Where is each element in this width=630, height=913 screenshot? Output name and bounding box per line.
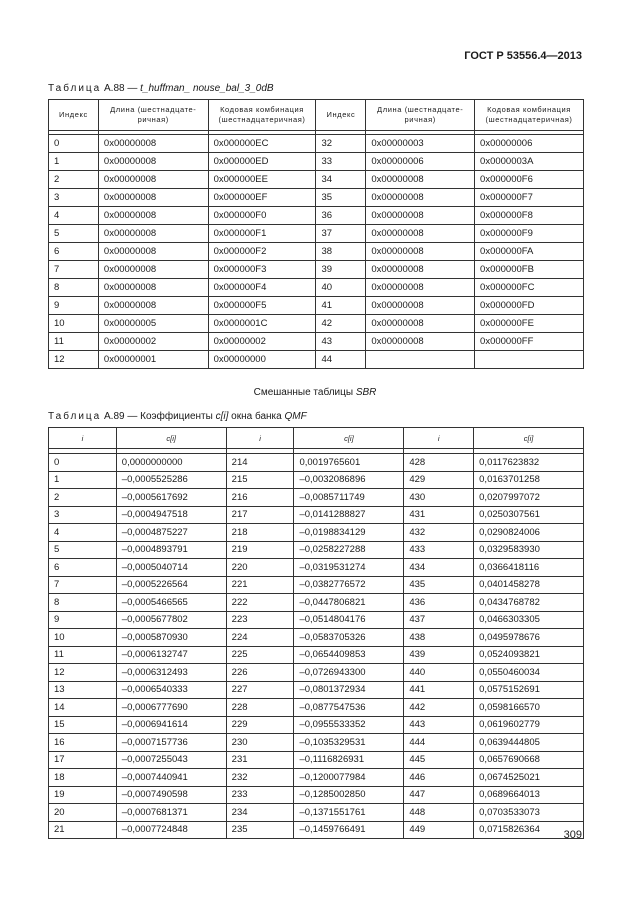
column-header: i bbox=[49, 428, 117, 449]
table-cell: –0,0005226564 bbox=[116, 576, 226, 594]
table-cell: 0x00000000 bbox=[208, 351, 316, 369]
table-cell: 431 bbox=[404, 506, 474, 524]
table-row bbox=[49, 454, 584, 472]
table-cell: 5 bbox=[49, 541, 117, 559]
table-cell: 0x000000F7 bbox=[475, 189, 584, 207]
table-cell: 0,0524093821 bbox=[474, 646, 584, 664]
table-cell: 0,0019765601 bbox=[294, 454, 404, 472]
table-cell: 0x00000008 bbox=[98, 135, 208, 153]
table-row bbox=[49, 594, 584, 612]
table-row bbox=[49, 611, 584, 629]
table-cell: 0x000000ED bbox=[208, 153, 316, 171]
table-cell: –0,0006312493 bbox=[116, 664, 226, 682]
table-cell: –0,0007681371 bbox=[116, 804, 226, 822]
table-cell: 0x00000008 bbox=[98, 261, 208, 279]
table-cell: 15 bbox=[49, 716, 117, 734]
caption-em-ci: c[i] bbox=[215, 411, 229, 422]
table-cell: 14 bbox=[49, 699, 117, 717]
table-cell: 0,0703533073 bbox=[474, 804, 584, 822]
table-cell: 0x00000008 bbox=[366, 243, 475, 261]
table-row bbox=[49, 751, 584, 769]
table-cell: 228 bbox=[226, 699, 294, 717]
table-cell: 6 bbox=[49, 243, 99, 261]
table-cell: 221 bbox=[226, 576, 294, 594]
table-cell: 0x00000008 bbox=[366, 207, 475, 225]
table-cell: 0x000000FB bbox=[475, 261, 584, 279]
table-cell: 0x000000F2 bbox=[208, 243, 316, 261]
table-cell: 7 bbox=[49, 576, 117, 594]
table-cell: –0,0141288827 bbox=[294, 506, 404, 524]
table-cell: 448 bbox=[404, 804, 474, 822]
table-cell: –0,0654409853 bbox=[294, 646, 404, 664]
table-cell: 229 bbox=[226, 716, 294, 734]
table-row bbox=[49, 646, 584, 664]
table-cell: 222 bbox=[226, 594, 294, 612]
table-row bbox=[49, 351, 584, 369]
table-cell: 0x00000008 bbox=[366, 315, 475, 333]
table-cell: 232 bbox=[226, 769, 294, 787]
table-cell: 41 bbox=[316, 297, 366, 315]
table-cell: –0,0447806821 bbox=[294, 594, 404, 612]
table-cell: 430 bbox=[404, 489, 474, 507]
table-cell: 433 bbox=[404, 541, 474, 559]
table-cell: –0,0007157736 bbox=[116, 734, 226, 752]
table-cell bbox=[475, 351, 584, 369]
table-cell: 432 bbox=[404, 524, 474, 542]
table-cell: 0x000000F3 bbox=[208, 261, 316, 279]
table-row bbox=[49, 769, 584, 787]
table-cell: 0x00000008 bbox=[366, 225, 475, 243]
table-row bbox=[49, 716, 584, 734]
table-cell: 442 bbox=[404, 699, 474, 717]
section-title bbox=[0, 387, 630, 398]
table-cell: 34 bbox=[316, 171, 366, 189]
table-cell: 0x00000008 bbox=[98, 189, 208, 207]
table-cell: 0x00000008 bbox=[366, 171, 475, 189]
caption-prefix: Таблица bbox=[48, 411, 102, 422]
table-cell: 0x00000002 bbox=[98, 333, 208, 351]
table-row bbox=[49, 315, 584, 333]
column-header: Длина (шестнадцате-ричная) bbox=[98, 100, 208, 131]
table-cell: 0,0207997072 bbox=[474, 489, 584, 507]
table-cell: 0x00000001 bbox=[98, 351, 208, 369]
table-row bbox=[49, 629, 584, 647]
table-cell: –0,0007255043 bbox=[116, 751, 226, 769]
table-cell: 231 bbox=[226, 751, 294, 769]
table-cell: 9 bbox=[49, 297, 99, 315]
table-cell: 0,0366418116 bbox=[474, 559, 584, 577]
table-row bbox=[49, 135, 584, 153]
table-cell: 0,0639444805 bbox=[474, 734, 584, 752]
table-row bbox=[49, 786, 584, 804]
table-cell: 0x00000008 bbox=[366, 333, 475, 351]
section-title-em: SBR bbox=[355, 387, 377, 398]
caption-prefix: Таблица bbox=[48, 83, 102, 94]
table-cell: 40 bbox=[316, 279, 366, 297]
table-cell: –0,0005040714 bbox=[116, 559, 226, 577]
table-cell: –0,0032086896 bbox=[294, 471, 404, 489]
standard-number: ГОСТ Р 53556.4—2013 bbox=[464, 50, 582, 62]
table-row bbox=[49, 734, 584, 752]
table-row bbox=[49, 279, 584, 297]
table-cell: 0x000000EE bbox=[208, 171, 316, 189]
table-cell: 11 bbox=[49, 333, 99, 351]
table-cell: 0,0466303305 bbox=[474, 611, 584, 629]
table-cell: 447 bbox=[404, 786, 474, 804]
table-cell: 19 bbox=[49, 786, 117, 804]
table-cell: –0,0005525286 bbox=[116, 471, 226, 489]
table-cell: 219 bbox=[226, 541, 294, 559]
table-cell: –0,0258227288 bbox=[294, 541, 404, 559]
table-cell: 2 bbox=[49, 489, 117, 507]
table-cell: 33 bbox=[316, 153, 366, 171]
table-cell: 217 bbox=[226, 506, 294, 524]
table-cell: 0,0117623832 bbox=[474, 454, 584, 472]
table-a88-body bbox=[49, 131, 584, 369]
table-a88-caption bbox=[48, 83, 274, 94]
table-cell: 0x00000008 bbox=[366, 297, 475, 315]
table-cell: 428 bbox=[404, 454, 474, 472]
table-row bbox=[49, 225, 584, 243]
table-cell: 38 bbox=[316, 243, 366, 261]
table-cell: 214 bbox=[226, 454, 294, 472]
table-cell: 20 bbox=[49, 804, 117, 822]
table-cell: –0,0085711749 bbox=[294, 489, 404, 507]
caption-number: А.89 — Коэффициенты bbox=[101, 411, 216, 422]
table-cell: 0,0689664013 bbox=[474, 786, 584, 804]
table-cell: 0,0329583930 bbox=[474, 541, 584, 559]
table-cell: 1 bbox=[49, 471, 117, 489]
table-cell: 439 bbox=[404, 646, 474, 664]
table-a89 bbox=[48, 427, 584, 839]
table-cell: –0,0726943300 bbox=[294, 664, 404, 682]
table-cell: –0,0319531274 bbox=[294, 559, 404, 577]
column-header: Индекс bbox=[316, 100, 366, 131]
table-cell: 0x00000008 bbox=[98, 225, 208, 243]
table-row bbox=[49, 576, 584, 594]
table-cell: 21 bbox=[49, 821, 117, 839]
table-row bbox=[49, 207, 584, 225]
table-cell: –0,0007490598 bbox=[116, 786, 226, 804]
table-cell: –0,0007724848 bbox=[116, 821, 226, 839]
table-cell: 437 bbox=[404, 611, 474, 629]
table-cell: –0,1285002850 bbox=[294, 786, 404, 804]
table-cell: 12 bbox=[49, 351, 99, 369]
table-cell: –0,0006132747 bbox=[116, 646, 226, 664]
table-cell: 0,0575152691 bbox=[474, 681, 584, 699]
table-cell: 0x000000FA bbox=[475, 243, 584, 261]
table-cell: –0,1200077984 bbox=[294, 769, 404, 787]
table-cell: 12 bbox=[49, 664, 117, 682]
table-cell: 224 bbox=[226, 629, 294, 647]
table-cell: 0x00000008 bbox=[98, 171, 208, 189]
table-cell: 0x0000003A bbox=[475, 153, 584, 171]
table-cell: 37 bbox=[316, 225, 366, 243]
table-cell: 4 bbox=[49, 207, 99, 225]
table-cell: 0,0401458278 bbox=[474, 576, 584, 594]
table-cell: –0,0007440941 bbox=[116, 769, 226, 787]
table-cell: 11 bbox=[49, 646, 117, 664]
table-cell: 3 bbox=[49, 506, 117, 524]
table-cell: 16 bbox=[49, 734, 117, 752]
table-cell: 0,0674525021 bbox=[474, 769, 584, 787]
table-cell: 1 bbox=[49, 153, 99, 171]
table-cell: 0x000000F6 bbox=[475, 171, 584, 189]
table-row bbox=[49, 171, 584, 189]
table-row bbox=[49, 804, 584, 822]
table-cell: 0x000000FF bbox=[475, 333, 584, 351]
table-cell: –0,0004875227 bbox=[116, 524, 226, 542]
table-a88 bbox=[48, 99, 584, 369]
table-cell: 0x000000FD bbox=[475, 297, 584, 315]
table-cell: 235 bbox=[226, 821, 294, 839]
table-cell: 0x0000001C bbox=[208, 315, 316, 333]
table-row bbox=[49, 471, 584, 489]
table-cell: 35 bbox=[316, 189, 366, 207]
table-row bbox=[49, 821, 584, 839]
table-cell: –0,0004947518 bbox=[116, 506, 226, 524]
table-row bbox=[49, 243, 584, 261]
table-cell: 441 bbox=[404, 681, 474, 699]
table-cell: 0x00000008 bbox=[98, 279, 208, 297]
table-cell: 0x00000002 bbox=[208, 333, 316, 351]
table-cell: –0,0801372934 bbox=[294, 681, 404, 699]
table-cell: 0x00000006 bbox=[475, 135, 584, 153]
table-cell: 0x00000008 bbox=[366, 189, 475, 207]
table-cell: 42 bbox=[316, 315, 366, 333]
table-cell: 36 bbox=[316, 207, 366, 225]
table-cell: 0x000000F9 bbox=[475, 225, 584, 243]
table-cell: 7 bbox=[49, 261, 99, 279]
table-cell: –0,0006777690 bbox=[116, 699, 226, 717]
table-cell: 0,0434768782 bbox=[474, 594, 584, 612]
table-row bbox=[49, 189, 584, 207]
table-cell: 0x000000F8 bbox=[475, 207, 584, 225]
table-cell: 0,0657690668 bbox=[474, 751, 584, 769]
table-cell: 435 bbox=[404, 576, 474, 594]
table-cell: 0x00000008 bbox=[98, 297, 208, 315]
table-cell: 44 bbox=[316, 351, 366, 369]
table-cell: 0,0000000000 bbox=[116, 454, 226, 472]
table-cell: –0,0877547536 bbox=[294, 699, 404, 717]
table-cell: 18 bbox=[49, 769, 117, 787]
table-cell: –0,0955533352 bbox=[294, 716, 404, 734]
table-cell: 0x00000008 bbox=[98, 153, 208, 171]
caption-table-name: t_huffman_ nouse_bal_3_0dB bbox=[140, 83, 274, 94]
table-cell: 0x00000006 bbox=[366, 153, 475, 171]
table-row bbox=[49, 261, 584, 279]
table-cell: 0x00000008 bbox=[98, 207, 208, 225]
table-cell: 234 bbox=[226, 804, 294, 822]
table-cell: 434 bbox=[404, 559, 474, 577]
column-header: i bbox=[226, 428, 294, 449]
table-cell: 4 bbox=[49, 524, 117, 542]
table-cell: –0,0005870930 bbox=[116, 629, 226, 647]
table-row bbox=[49, 524, 584, 542]
column-header: Длина (шестнадцате-ричная) bbox=[366, 100, 475, 131]
column-header: c[i] bbox=[294, 428, 404, 449]
table-row bbox=[49, 489, 584, 507]
table-cell: 443 bbox=[404, 716, 474, 734]
table-cell: 13 bbox=[49, 681, 117, 699]
table-cell: 233 bbox=[226, 786, 294, 804]
table-a89-body bbox=[49, 449, 584, 839]
caption-em-qmf: QMF bbox=[284, 411, 307, 422]
table-cell: 0,0715826364 bbox=[474, 821, 584, 839]
table-cell: 227 bbox=[226, 681, 294, 699]
table-cell: –0,0005617692 bbox=[116, 489, 226, 507]
table-cell: 440 bbox=[404, 664, 474, 682]
table-cell: –0,1371551761 bbox=[294, 804, 404, 822]
table-row bbox=[49, 333, 584, 351]
table-cell: 10 bbox=[49, 629, 117, 647]
table-a89-caption bbox=[48, 411, 307, 422]
page-number: 309 bbox=[563, 829, 582, 841]
table-cell: 0x000000F5 bbox=[208, 297, 316, 315]
table-header-row bbox=[49, 428, 584, 449]
table-cell: 0,0250307561 bbox=[474, 506, 584, 524]
table-cell: 0x000000FC bbox=[475, 279, 584, 297]
caption-number: А.88 — bbox=[101, 83, 141, 94]
table-cell: 43 bbox=[316, 333, 366, 351]
table-cell: 0,0495978676 bbox=[474, 629, 584, 647]
section-title-text: Смешанные таблицы bbox=[253, 387, 356, 398]
table-cell: 0,0550460034 bbox=[474, 664, 584, 682]
table-cell: –0,0198834129 bbox=[294, 524, 404, 542]
table-header-row bbox=[49, 100, 584, 131]
table-cell: 0x00000008 bbox=[366, 279, 475, 297]
table-cell: 9 bbox=[49, 611, 117, 629]
table-cell: 0x000000EF bbox=[208, 189, 316, 207]
table-cell: –0,0006540333 bbox=[116, 681, 226, 699]
table-row bbox=[49, 559, 584, 577]
table-cell: 2 bbox=[49, 171, 99, 189]
table-cell: –0,0004893791 bbox=[116, 541, 226, 559]
table-cell: 445 bbox=[404, 751, 474, 769]
table-cell: 0,0598166570 bbox=[474, 699, 584, 717]
column-header: i bbox=[404, 428, 474, 449]
table-cell: 225 bbox=[226, 646, 294, 664]
table-cell: –0,1459766491 bbox=[294, 821, 404, 839]
table-cell: 436 bbox=[404, 594, 474, 612]
table-cell: –0,0005677802 bbox=[116, 611, 226, 629]
table-cell: 8 bbox=[49, 279, 99, 297]
table-cell: 32 bbox=[316, 135, 366, 153]
table-cell: –0,0583705326 bbox=[294, 629, 404, 647]
table-row bbox=[49, 297, 584, 315]
table-cell: 220 bbox=[226, 559, 294, 577]
table-cell: 0x000000EC bbox=[208, 135, 316, 153]
table-cell: –0,0514804176 bbox=[294, 611, 404, 629]
table-cell: 39 bbox=[316, 261, 366, 279]
column-header: Кодовая комбинация (шестнадцатеричная) bbox=[208, 100, 316, 131]
table-cell: 0x00000008 bbox=[98, 243, 208, 261]
table-cell: 10 bbox=[49, 315, 99, 333]
table-cell: 0x00000008 bbox=[366, 261, 475, 279]
table-cell: –0,0006941614 bbox=[116, 716, 226, 734]
table-cell: 223 bbox=[226, 611, 294, 629]
table-cell: 0x000000F4 bbox=[208, 279, 316, 297]
table-cell: 0,0163701258 bbox=[474, 471, 584, 489]
table-cell: 438 bbox=[404, 629, 474, 647]
table-cell: 0x00000003 bbox=[366, 135, 475, 153]
table-cell: –0,0005466565 bbox=[116, 594, 226, 612]
table-row bbox=[49, 506, 584, 524]
table-cell: 216 bbox=[226, 489, 294, 507]
column-header: c[i] bbox=[116, 428, 226, 449]
column-header: Индекс bbox=[49, 100, 99, 131]
table-cell: 0 bbox=[49, 454, 117, 472]
column-header: Кодовая комбинация (шестнадцатеричная) bbox=[475, 100, 584, 131]
table-cell: 0x00000005 bbox=[98, 315, 208, 333]
table-row bbox=[49, 153, 584, 171]
table-cell: 218 bbox=[226, 524, 294, 542]
table-cell: 17 bbox=[49, 751, 117, 769]
table-cell: 429 bbox=[404, 471, 474, 489]
caption-mid: окна банка bbox=[228, 411, 285, 422]
column-header: c[i] bbox=[474, 428, 584, 449]
table-cell: 0x000000F1 bbox=[208, 225, 316, 243]
table-cell: 444 bbox=[404, 734, 474, 752]
table-cell: 230 bbox=[226, 734, 294, 752]
table-cell: 8 bbox=[49, 594, 117, 612]
table-cell: 0x000000FE bbox=[475, 315, 584, 333]
table-row bbox=[49, 541, 584, 559]
table-row bbox=[49, 664, 584, 682]
table-cell: –0,0382776572 bbox=[294, 576, 404, 594]
table-cell: 0,0619602779 bbox=[474, 716, 584, 734]
table-cell bbox=[366, 351, 475, 369]
table-cell: 6 bbox=[49, 559, 117, 577]
table-cell: 3 bbox=[49, 189, 99, 207]
table-cell: 226 bbox=[226, 664, 294, 682]
table-row bbox=[49, 699, 584, 717]
table-cell: –0,1035329531 bbox=[294, 734, 404, 752]
table-cell: 5 bbox=[49, 225, 99, 243]
table-cell: 0 bbox=[49, 135, 99, 153]
table-cell: 0,0290824006 bbox=[474, 524, 584, 542]
table-cell: 0x000000F0 bbox=[208, 207, 316, 225]
table-row bbox=[49, 681, 584, 699]
table-cell: 446 bbox=[404, 769, 474, 787]
table-cell: –0,1116826931 bbox=[294, 751, 404, 769]
table-cell: 449 bbox=[404, 821, 474, 839]
table-cell: 215 bbox=[226, 471, 294, 489]
